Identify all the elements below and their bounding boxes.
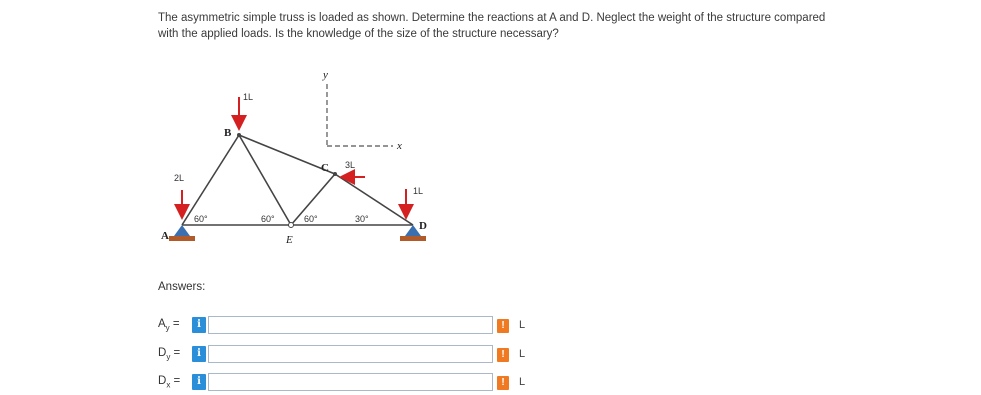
answer-input-Dx[interactable] [208,373,493,391]
ground-A [169,236,195,241]
ground-D [400,236,426,241]
joint-C [333,172,337,176]
truss-diagram [155,62,445,277]
load-label-B: 1L [243,92,254,102]
member-AB [182,135,239,225]
angle-label-A: 60° [194,214,208,224]
problem-statement [158,10,878,42]
angle-label-E-left: 60° [261,214,275,224]
answer-variable-Ay: $A_y$ = [158,318,180,333]
warning-icon[interactable]: ! [497,376,509,390]
joint-label-D: D [419,220,427,232]
unit-label: L [519,376,526,388]
joint-B [237,133,241,137]
angle-label-D: 30° [355,214,369,224]
answer-row-Ay [158,316,526,336]
joint-label-E: E [286,234,293,246]
warning-icon[interactable]: ! [497,319,509,333]
joint-label-A: A [161,230,169,242]
answer-input-Ay[interactable] [208,316,493,334]
member-BE [239,135,291,225]
answer-row-Dx [158,373,526,393]
joint-E [289,223,294,228]
info-icon[interactable]: i [192,346,206,362]
info-icon[interactable]: i [192,317,206,333]
answers-label: Answers: [158,281,206,293]
answer-row-Dy [158,345,526,365]
joint-label-B: B [224,127,232,139]
x-axis-label: x [397,140,402,152]
member-CD [335,174,413,225]
unit-label: L [519,348,526,360]
load-label-A: 2L [174,173,185,183]
joint-label-C: C [321,162,329,174]
answer-variable-Dx: $D_x$ = [158,375,181,390]
load-label-D: 1L [413,186,424,196]
info-icon[interactable]: i [192,374,206,390]
angle-label-E-right: 60° [304,214,318,224]
truss-figure [155,62,445,277]
answer-variable-Dy: $D_y$ = [158,347,181,362]
warning-icon[interactable]: ! [497,348,509,362]
problem-line-1: The asymmetric simple truss is loaded as shown. Determine the reactions at A and D. Neglect the weight of the structure compared [158,12,826,24]
unit-label: L [519,319,526,331]
truss-members [182,135,413,225]
answer-input-Dy[interactable] [208,345,493,363]
support-A-pin [174,225,190,236]
load-label-C: 3L [345,160,356,170]
problem-line-2: with the applied loads. Is the knowledge of the size of the structure necessary? [158,28,559,40]
y-axis-label: y [323,69,328,81]
